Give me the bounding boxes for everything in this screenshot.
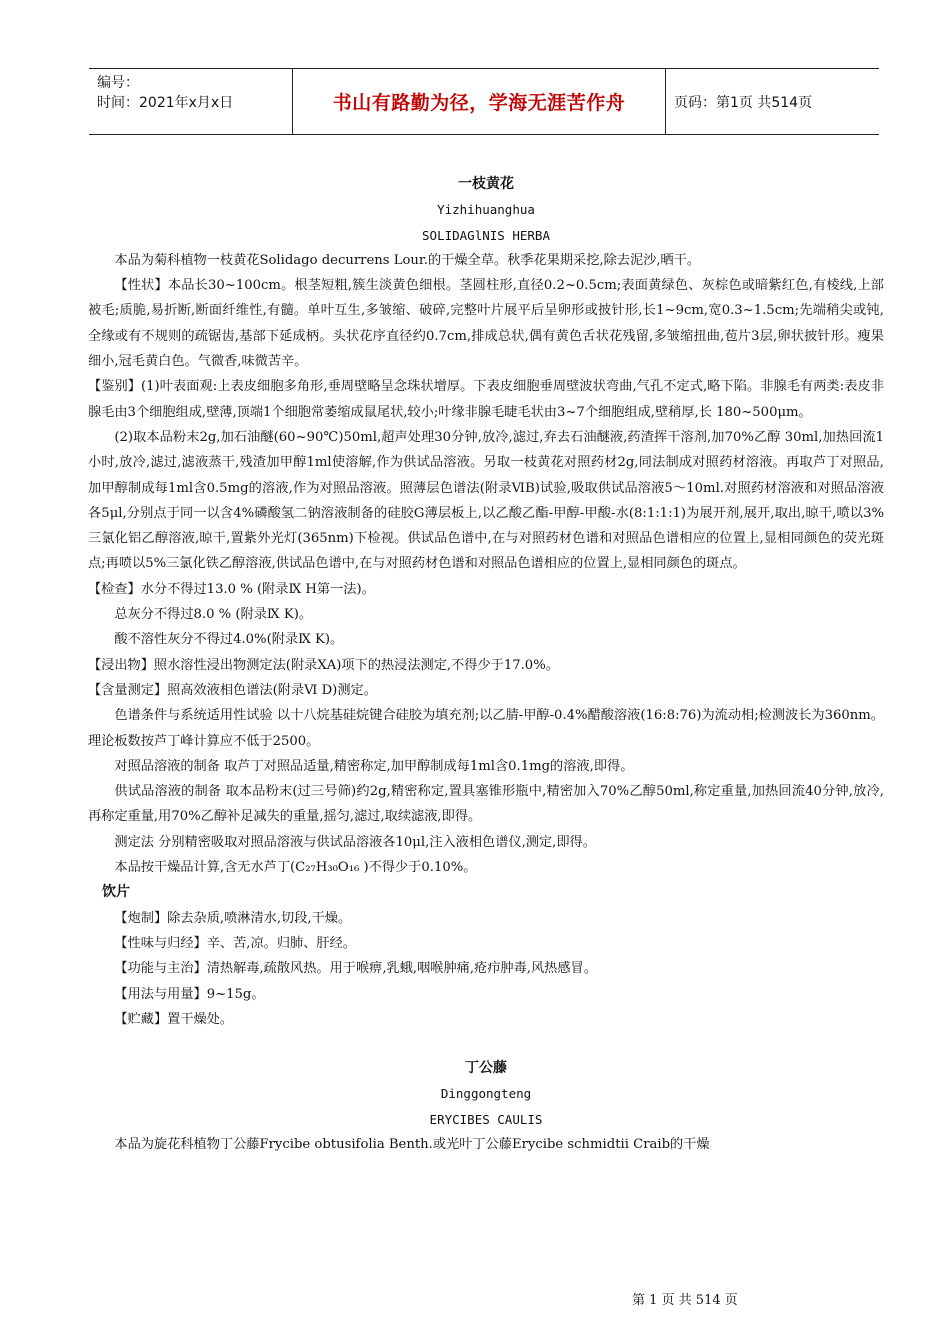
entry2-intro: 本品为旋花科植物丁公藤Frycibe obtusifolia Benth.或光叶丁公藤Erycibe schmidtii Craib的干燥 (114, 1136, 710, 1152)
section-paozhi: 【炮制】除去杂质,喷淋清水,切段,干燥。 (114, 910, 352, 926)
section-zhucang: 【贮藏】置干燥处。 (114, 1011, 234, 1027)
entry-pinyin: Yizhihuanghua (437, 202, 535, 218)
section-suanbu: 酸不溶性灰分不得过4.0%(附录Ⅸ K)。 (114, 632, 344, 648)
entry-title: 一枝黄花 (458, 176, 514, 192)
section-jianbie-1: 【鉴别】(1)叶表面观:上表皮细胞多角形,垂周壁略呈念珠状增厚。下表皮细胞垂周壁波状弯曲,气孔不定式,略下陷。非腺毛有两类:表皮非腺毛由3个细胞组成,壁薄,顶端1个细胞常萎缩成鼠尾状,较小;叶缘非腺毛睫毛状由3~7个细胞组成,壁稍厚,长 180~500μm。 (88, 379, 884, 420)
entry-latin-name: SOLIDAGlNIS HERBA (422, 227, 550, 243)
section-huifen: 总灰分不得过8.0 % (附录Ⅸ K)。 (114, 607, 313, 623)
time-label: 时间：2021年x月x日 (97, 95, 234, 111)
section-yongfa: 【用法与用量】9~15g。 (114, 986, 265, 1002)
document-body (88, 172, 884, 1157)
section-gongshi: 供试品溶液的制备 取本品粉末(过三号筛)约2g,精密称定,置具塞锥形瓶中,精密加入70%乙醇50ml,称定重量,加热回流40分钟,放冷,再称定重量,用70%乙醇补足减失的重量,摇匀,滤过,取续滤液,即得。 (88, 784, 884, 825)
header-page-info: 页码：第1页 共514页 (674, 94, 813, 111)
spacer (88, 1032, 884, 1056)
section-duizhao: 对照品溶液的制备 取芦丁对照品适量,精密称定,加甲醇制成每1ml含0.1mg的溶液,即得。 (114, 758, 634, 774)
section-sepu: 色谱条件与系统适用性试验 以十八烷基硅烷键合硅胶为填充剂;以乙腈-甲醇-0.4%醋酸溶液(16:8:76)为流动相;检测波长为360nm。理论板数按芦丁峰计算应不低于2500。 (88, 708, 884, 749)
section-gongneng: 【功能与主治】清热解毒,疏散风热。用于喉痹,乳蛾,咽喉肿痛,疮疖肿毒,风热感冒。 (114, 961, 597, 977)
page-header (89, 68, 879, 135)
entry-intro: 本品为菊科植物一枝黄花Solidago decurrens Lour.的干燥全草。秋季花果期采挖,除去泥沙,晒干。 (114, 252, 701, 268)
section-cedingfa: 测定法 分别精密吸取对照品溶液与供试品溶液各10μl,注入液相色谱仪,测定,即得。 (114, 834, 596, 850)
header-motto: 书山有路勤为径，学海无涯苦作舟 (292, 69, 666, 134)
yinpian-heading: 饮片 (102, 884, 130, 901)
section-xingwei: 【性味与归经】辛、苦,凉。归肺、肝经。 (114, 935, 356, 951)
section-jiancha: 【检查】水分不得过13.0 % (附录Ⅸ H第一法)。 (88, 581, 375, 597)
entry2-pinyin: Dinggongteng (440, 1086, 532, 1102)
section-jisuan: 本品按干燥品计算,含无水芦丁(C₂₇H₃₀O₁₆ )不得少于0.10%。 (114, 860, 477, 876)
section-hanliang: 【含量测定】照高效液相色谱法(附录Ⅵ D)测定。 (88, 682, 377, 698)
section-jianbie-2: (2)取本品粉末2g,加石油醚(60~90℃)50ml,超声处理30分钟,放冷,滤过,弃去石油醚液,药渣挥干溶剂,加70%乙醇 30ml,加热回流1小时,放冷,滤过,滤液蒸干,残渣加甲醇1ml使溶解,作为供试品溶液。另取一枝黄花对照药材2g,同法制成对照药材溶液。再取芦丁对照品,加甲醇制成每1ml含0.5mg的溶液,作为对照品溶液。照薄层色谱法(附录ⅥB)试验,吸取供试品溶液5～10ml.对照药材溶液和对照品溶液各5μl,分别点于同一以含4%磷酸氢二钠溶液制备的硅胶G薄层板上,以乙酸乙酯-甲醇-甲酸-水(8:1:1:1)为展开剂,展开,取出,晾干,喷以3%三氯化铝乙醇溶液,晾干,置紫外光灯(365nm)下检视。供试品色谱中,在与对照药材色谱和对照品色谱相应的位置上,显相同颜色的荧光斑点;再喷以5%三氯化铁乙醇溶液,供试品色谱中,在与对照药材色谱和对照品色谱相应的位置上,显相同颜色的斑点。 (88, 429, 884, 572)
section-jinchu: 【浸出物】照水溶性浸出物测定法(附录ⅩA)项下的热浸法测定,不得少于17.0%。 (88, 657, 559, 673)
header-meta (89, 69, 292, 134)
entry2-title: 丁公藤 (465, 1060, 507, 1077)
page-footer: 第 1 页 共 514 页 (632, 1293, 738, 1308)
entry2-latin-name: ERYCIBES CAULIS (429, 1111, 543, 1127)
section-xingzhuang: 【性状】本品长30~100cm。根茎短粗,簇生淡黄色细根。茎圆柱形,直径0.2~0.5cm;表面黄绿色、灰棕色或暗紫红色,有棱线,上部被毛;质脆,易折断,断面纤维性,有髓。单叶互生,多皱缩、破碎,完整叶片展平后呈卵形或披针形,长1~9cm,宽0.3~1.5cm;先端稍尖或钝,全缘或有不规则的疏锯齿,基部下延成柄。头状花序直径约0.7cm,排成总状,偶有黄色舌状花残留,多皱缩扭曲,苞片3层,卵状披针形。瘦果细小,冠毛黄白色。气微香,味微苦辛。 (88, 278, 884, 370)
number-label: 编号： (97, 75, 139, 91)
